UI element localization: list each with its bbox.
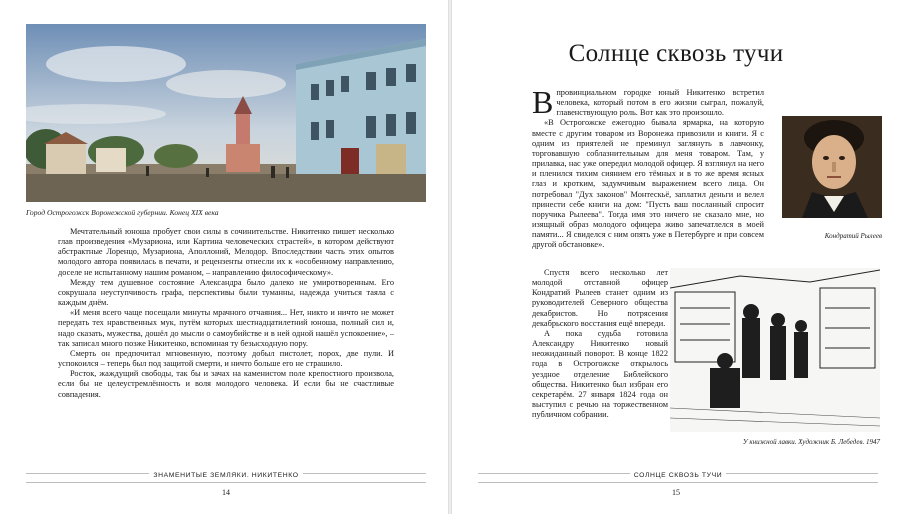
paragraph: А пока судьба готовила Александру Никитенко новый неожиданный поворот. В конце 1822 года в Острогожске открылось уездное отделение Библейского общества. Никитенко был избран его секретарём. 27 января 1824 года он выступил с речью на торжественном публичном собрании.: [532, 328, 668, 420]
paragraph: Смерть он предпочитал мгновенную, поэтому добыл пистолет, порох, две пули. И успокоился – теперь был под защитой смерти, и ничто больше его не страшило.: [58, 348, 394, 369]
running-footer-text: СОЛНЦЕ СКВОЗЬ ТУЧИ: [630, 472, 726, 479]
paragraph: «И меня всего чаще посещали минуты мрачного отчаяния... Нет, никто и ничто не может передать тех нравственных мук, путём которых шестнадцатилетний юноша, полный сил и, надо сказать, мужества, дошёл до мысли о самоубийстве и в ней одной нашёл успокоение», – так записал много позже Никитенко, вспоминая ту безысходную пору.: [58, 308, 394, 348]
quote-paragraph: «В Острогожске ежегодно бывала ярмарка, на которую вместе с другим товаром из Воронежа привозили и книги. Я с одним из приятелей не преминул заглянуть в лавчонку, торговавшую соблазнительным для меня товаром. Там, у прилавка, нас уже опередил молодой офицер. Я взглянул на него и пленился тихим сиянием его тёмных и в то же время ясных глаз и кротким, задумчивым выражением всего лица. Он потребовал "Дух законов" Монтескьё, заплатил деньги и велел принести себе книги на дом: "Пусть ваш посланный спросит поручика Рылеева". Тогда имя это ничего не сказало мне, но изящный образ молодого офицера живо запечатлелся в моей памяти... Я свиделся с ним опять уже в Петербурге и при совсем другой обстановке».: [532, 118, 764, 250]
left-page: [0, 0, 448, 514]
page-number: 14: [222, 488, 230, 497]
right-column-text: [532, 268, 668, 420]
page-number: 15: [672, 488, 680, 497]
chapter-title: Солнце сквозь тучи: [568, 40, 784, 67]
ryleev-portrait: [782, 116, 882, 218]
paragraph: Мечтательный юноша пробует свои силы в сочинительстве. Никитенко пишет несколько глав произведения «Музарионa, или Картина человеческих страстей», в котором действуют абстрактные Лоренцо, Музариона, Аполлоний, Мелодор. Впоследствии часть этих опытов молодого автора появилась в печати, и рецензенты отнесли их к «особенному направлению, доселе не испытанному нашим романом, – направлению философическому».: [58, 227, 394, 277]
portrait-caption: Кондратий Рылеев: [824, 232, 882, 240]
opening-paragraph: [532, 84, 764, 120]
opening-text: провинциальном городке юный Никитенко встретил человека, который потом в его жизни сыграл, пожалуй, главенствующую роль. Вот как это произошло.: [556, 88, 764, 118]
paragraph: Спустя всего несколько лет молодой отставной офицер Кондратий Рылеев станет одним из руководителей Северного общества декабристов. Но потрясения декабрьского восстания ещё впереди.: [532, 268, 668, 328]
ostrogozhsk-photo: [26, 24, 426, 202]
paragraph: Росток, жаждущий свободы, так бы и зачах на каменистом поле крепостного произвола, если бы не целеустремлённость и воля молодого человека. И если бы не счастливые совпадения.: [58, 369, 394, 399]
footer-divider: [478, 482, 878, 483]
right-body-text: [532, 84, 764, 251]
footer-divider: [26, 482, 426, 483]
paragraph: Между тем душевное состояние Александра было далеко не умиротворенным. Его сокрушала неуступчивость графа, перспективы были туманны, надежда учиться таяла с каждым днём.: [58, 277, 394, 308]
running-footer-text: ЗНАМЕНИТЫЕ ЗЕМЛЯКИ. НИКИТЕНКО: [149, 472, 302, 479]
photo-caption: Город Острогожск Воронежской губернии. Конец XIX века: [26, 208, 219, 217]
right-page: [452, 0, 900, 514]
left-body-text: [58, 227, 394, 400]
sketch-caption: У книжной лавки. Художник Б. Лебедев. 1947: [742, 438, 880, 446]
drop-cap: В: [532, 84, 554, 120]
bookshop-sketch: [670, 268, 880, 432]
